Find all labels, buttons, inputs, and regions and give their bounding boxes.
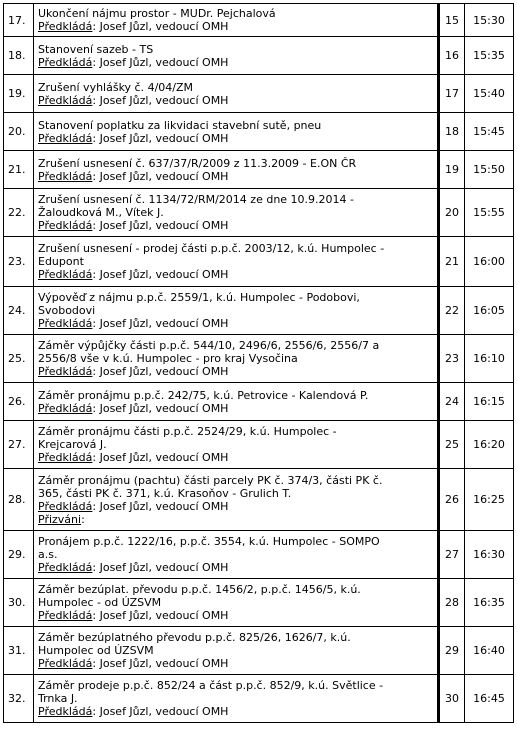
presenter-label: Předkládá bbox=[38, 401, 93, 415]
item-time: 15:55 bbox=[465, 189, 514, 237]
item-number: 22. bbox=[4, 189, 34, 237]
presenter-value: Josef Jůzl, vedoucí OMH bbox=[99, 705, 229, 718]
item-subject-line: Záměr prodeje p.p.č. 852/24 a část p.p.č. 852/9, k.ú. Světlice - bbox=[38, 679, 384, 692]
agenda-row bbox=[4, 335, 514, 383]
item-number: 23. bbox=[4, 237, 34, 287]
presenter-value: Josef Jůzl, vedoucí OMH bbox=[99, 451, 229, 464]
item-presenter-line: Předkládá: Josef Jůzl, vedoucí OMH bbox=[38, 93, 229, 107]
presenter-label: Předkládá bbox=[38, 609, 93, 622]
item-presenter-line: Přizváni: bbox=[38, 512, 85, 526]
item-subject-line: Zrušení vyhlášky č. 4/04/ZM bbox=[38, 80, 194, 94]
presenter-value: Josef Jůzl, vedoucí OMH bbox=[99, 401, 229, 415]
item-presenter-line: Předkládá: Josef Jůzl, vedoucí OMH bbox=[38, 20, 229, 33]
item-number: 20. bbox=[4, 113, 34, 151]
presenter-value: Josef Jůzl, vedoucí OMH bbox=[99, 169, 229, 183]
item-description bbox=[34, 675, 439, 723]
presenter-value: Josef Jůzl, vedoucí OMH bbox=[99, 20, 229, 33]
item-number: 24. bbox=[4, 287, 34, 335]
agenda-row bbox=[4, 113, 514, 151]
presenter-value: Josef Jůzl, vedoucí OMH bbox=[99, 55, 229, 69]
item-time: 16:45 bbox=[465, 675, 514, 723]
item-page: 16 bbox=[439, 37, 465, 75]
item-description bbox=[34, 421, 439, 469]
presenter-value: Josef Jůzl, vedoucí OMH bbox=[99, 219, 229, 232]
item-number: 29. bbox=[4, 531, 34, 579]
presenter-value: Josef Jůzl, vedoucí OMH bbox=[99, 268, 229, 281]
item-subject-line: Trnka J. bbox=[38, 692, 78, 705]
item-description bbox=[34, 469, 439, 531]
item-subject-line: a.s. bbox=[38, 548, 58, 561]
presenter-value: Josef Jůzl, vedoucí OMH bbox=[99, 365, 229, 378]
presenter-label: Předkládá bbox=[38, 657, 93, 670]
item-description bbox=[34, 335, 439, 383]
item-page: 28 bbox=[439, 579, 465, 627]
agenda-row bbox=[4, 4, 514, 37]
item-presenter-line: Předkládá: Josef Jůzl, vedoucí OMH bbox=[38, 705, 229, 718]
item-number: 18. bbox=[4, 37, 34, 75]
item-presenter-line: Předkládá: Josef Jůzl, vedoucí OMH bbox=[38, 268, 229, 281]
item-subject-line: Zrušení usnesení č. 637/37/R/2009 z 11.3.2009 - E.ON ČR bbox=[38, 156, 357, 170]
item-page: 22 bbox=[439, 287, 465, 335]
item-description bbox=[34, 287, 439, 335]
presenter-label: Předkládá bbox=[38, 499, 93, 513]
item-subject-line: Svobodovi bbox=[38, 304, 96, 317]
agenda-row bbox=[4, 287, 514, 335]
item-presenter-line: Předkládá: Josef Jůzl, vedoucí OMH bbox=[38, 55, 229, 69]
item-description bbox=[34, 627, 439, 675]
item-number: 32. bbox=[4, 675, 34, 723]
item-presenter-line: Předkládá: Josef Jůzl, vedoucí OMH bbox=[38, 561, 229, 574]
item-number: 28. bbox=[4, 469, 34, 531]
item-time: 15:50 bbox=[465, 151, 514, 189]
item-time: 15:30 bbox=[465, 4, 514, 37]
item-subject-line: Edupont bbox=[38, 255, 84, 268]
agenda-row bbox=[4, 37, 514, 75]
agenda-row bbox=[4, 469, 514, 531]
presenter-label: Předkládá bbox=[38, 131, 93, 145]
item-time: 16:35 bbox=[465, 579, 514, 627]
presenter-label: Předkládá bbox=[38, 365, 93, 378]
item-time: 16:10 bbox=[465, 335, 514, 383]
agenda-row bbox=[4, 151, 514, 189]
item-number: 19. bbox=[4, 75, 34, 113]
item-page: 19 bbox=[439, 151, 465, 189]
item-subject-line: Zrušení usnesení č. 1134/72/RM/2014 ze dne 10.9.2014 - bbox=[38, 193, 354, 206]
presenter-value: Josef Jůzl, vedoucí OMH bbox=[99, 609, 229, 622]
presenter-label: Předkládá bbox=[38, 317, 93, 330]
item-presenter-line: Předkládá: Josef Jůzl, vedoucí OMH bbox=[38, 317, 229, 330]
presenter-value: Josef Jůzl, vedoucí OMH bbox=[99, 561, 229, 574]
item-presenter-line: Předkládá: Josef Jůzl, vedoucí OMH bbox=[38, 451, 229, 464]
item-subject-line: Stanovení sazeb - TS bbox=[38, 42, 154, 56]
agenda-table bbox=[3, 3, 514, 723]
presenter-label: Předkládá bbox=[38, 169, 93, 183]
item-number: 30. bbox=[4, 579, 34, 627]
item-time: 16:25 bbox=[465, 469, 514, 531]
agenda-row bbox=[4, 531, 514, 579]
item-subject-line: Záměr pronájmu (pachtu) části parcely PK č. 374/3, části PK č. bbox=[38, 473, 383, 487]
item-time: 16:40 bbox=[465, 627, 514, 675]
item-page: 18 bbox=[439, 113, 465, 151]
item-number: 25. bbox=[4, 335, 34, 383]
presenter-label: Předkládá bbox=[38, 219, 93, 232]
item-page: 24 bbox=[439, 383, 465, 421]
item-presenter-line: Předkládá: Josef Jůzl, vedoucí OMH bbox=[38, 657, 229, 670]
item-subject-line: 2556/8 vše v k.ú. Humpolec - pro kraj Vysočina bbox=[38, 352, 298, 365]
item-presenter-line: Předkládá: Josef Jůzl, vedoucí OMH bbox=[38, 131, 229, 145]
item-description bbox=[34, 37, 439, 75]
agenda-row bbox=[4, 421, 514, 469]
item-presenter-line: Předkládá: Josef Jůzl, vedoucí OMH bbox=[38, 609, 229, 622]
agenda-row bbox=[4, 75, 514, 113]
item-page: 23 bbox=[439, 335, 465, 383]
presenter-label: Předkládá bbox=[38, 93, 93, 107]
item-description bbox=[34, 113, 439, 151]
item-time: 16:20 bbox=[465, 421, 514, 469]
item-presenter-line: Předkládá: Josef Jůzl, vedoucí OMH bbox=[38, 499, 229, 513]
agenda-row bbox=[4, 237, 514, 287]
agenda-row bbox=[4, 627, 514, 675]
item-time: 15:40 bbox=[465, 75, 514, 113]
item-subject-line: Pronájem p.p.č. 1222/16, p.p.č. 3554, k.ú. Humpolec - SOMPO bbox=[38, 535, 380, 548]
item-subject-line: Záměr bezúplat. převodu p.p.č. 1456/2, p.p.č. 1456/5, k.ú. bbox=[38, 583, 361, 596]
item-subject-line: Humpolec od ÚZSVM bbox=[38, 644, 154, 657]
item-subject-line: Zrušení usnesení - prodej části p.p.č. 2003/12, k.ú. Humpolec - bbox=[38, 242, 385, 255]
item-time: 16:15 bbox=[465, 383, 514, 421]
presenter-value: Josef Jůzl, vedoucí OMH bbox=[99, 499, 229, 513]
item-page: 21 bbox=[439, 237, 465, 287]
item-presenter-line: Předkládá: Josef Jůzl, vedoucí OMH bbox=[38, 219, 229, 232]
agenda-row bbox=[4, 675, 514, 723]
presenter-label: Předkládá bbox=[38, 451, 93, 464]
item-subject-line: Záměr výpůjčky části p.p.č. 544/10, 2496/6, 2556/6, 2556/7 a bbox=[38, 339, 380, 352]
presenter-label: Předkládá bbox=[38, 55, 93, 69]
presenter-value: Josef Jůzl, vedoucí OMH bbox=[99, 93, 229, 107]
item-number: 27. bbox=[4, 421, 34, 469]
item-number: 26. bbox=[4, 383, 34, 421]
presenter-label: Přizváni bbox=[38, 512, 82, 526]
presenter-value: Josef Jůzl, vedoucí OMH bbox=[99, 317, 229, 330]
item-page: 17 bbox=[439, 75, 465, 113]
item-page: 15 bbox=[439, 4, 465, 37]
item-presenter-line: Předkládá: Josef Jůzl, vedoucí OMH bbox=[38, 401, 229, 415]
item-subject-line: Žaloudková M., Vítek J. bbox=[38, 206, 164, 219]
item-time: 15:45 bbox=[465, 113, 514, 151]
item-number: 17. bbox=[4, 4, 34, 37]
agenda-body bbox=[4, 4, 514, 723]
agenda-row bbox=[4, 383, 514, 421]
item-time: 16:00 bbox=[465, 237, 514, 287]
item-description bbox=[34, 383, 439, 421]
presenter-label: Předkládá bbox=[38, 561, 93, 574]
item-subject-line: Záměr pronájmu části p.p.č. 2524/29, k.ú. Humpolec - bbox=[38, 425, 337, 438]
item-subject-line: Krejcarová J. bbox=[38, 438, 107, 451]
presenter-value: Josef Jůzl, vedoucí OMH bbox=[99, 657, 229, 670]
item-description bbox=[34, 237, 439, 287]
item-description bbox=[34, 151, 439, 189]
presenter-label: Předkládá bbox=[38, 268, 93, 281]
item-description bbox=[34, 4, 439, 37]
item-subject-line: Stanovení poplatku za likvidaci stavební sutě, pneu bbox=[38, 118, 322, 132]
agenda-row bbox=[4, 189, 514, 237]
item-number: 31. bbox=[4, 627, 34, 675]
item-number: 21. bbox=[4, 151, 34, 189]
agenda-row bbox=[4, 579, 514, 627]
presenter-value: Josef Jůzl, vedoucí OMH bbox=[99, 131, 229, 145]
item-subject-line: Humpolec - od ÚZSVM bbox=[38, 596, 162, 609]
item-presenter-line: Předkládá: Josef Jůzl, vedoucí OMH bbox=[38, 169, 229, 183]
item-time: 16:30 bbox=[465, 531, 514, 579]
item-subject-line: 365, části PK č. 371, k.ú. Krasoňov - Grulich T. bbox=[38, 486, 292, 500]
item-description bbox=[34, 579, 439, 627]
item-page: 29 bbox=[439, 627, 465, 675]
item-subject-line: Ukončení nájmu prostor - MUDr. Pejchalová bbox=[38, 7, 276, 20]
item-description bbox=[34, 75, 439, 113]
item-description bbox=[34, 531, 439, 579]
item-description bbox=[34, 189, 439, 237]
presenter-label: Předkládá bbox=[38, 705, 93, 718]
item-presenter-line: Předkládá: Josef Jůzl, vedoucí OMH bbox=[38, 365, 229, 378]
item-page: 30 bbox=[439, 675, 465, 723]
item-page: 20 bbox=[439, 189, 465, 237]
item-subject-line: Záměr bezúplatného převodu p.p.č. 825/26, 1626/7, k.ú. bbox=[38, 631, 351, 644]
item-subject-line: Výpověď z nájmu p.p.č. 2559/1, k.ú. Humpolec - Podobovi, bbox=[38, 291, 360, 304]
item-page: 25 bbox=[439, 421, 465, 469]
item-subject-line: Záměr pronájmu p.p.č. 242/75, k.ú. Petrovice - Kalendová P. bbox=[38, 388, 369, 402]
item-page: 27 bbox=[439, 531, 465, 579]
item-time: 16:05 bbox=[465, 287, 514, 335]
item-page: 26 bbox=[439, 469, 465, 531]
item-time: 15:35 bbox=[465, 37, 514, 75]
presenter-label: Předkládá bbox=[38, 20, 93, 33]
